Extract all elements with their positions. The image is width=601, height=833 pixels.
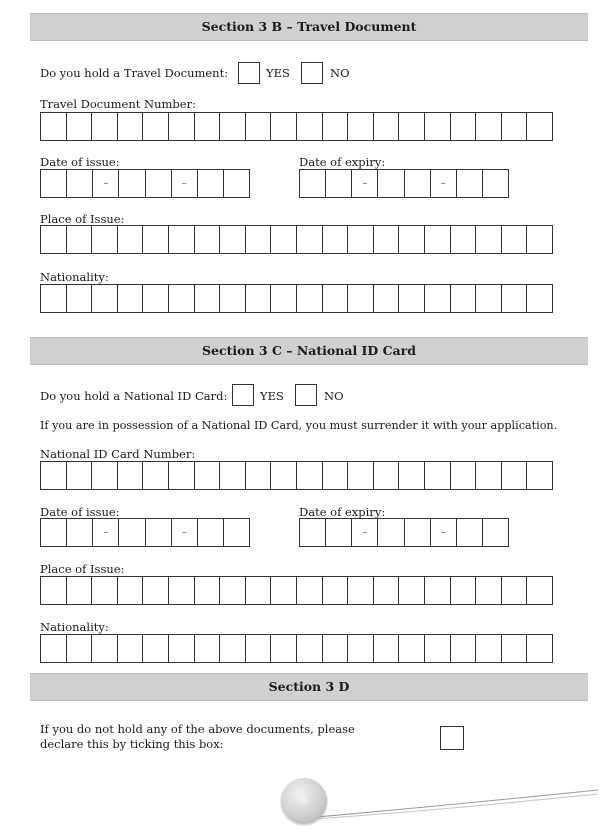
date-separator-cell[interactable]: – (172, 170, 198, 197)
national-id-no-label: NO (324, 389, 344, 403)
travel-doc-expiry-date-label: Date of expiry: (299, 155, 386, 169)
national-id-yes-label: YES (260, 389, 284, 403)
page-number-badge (281, 778, 327, 824)
date-separator-cell[interactable]: – (352, 519, 378, 546)
page-number: 6 (300, 795, 308, 806)
date-separator-cell[interactable]: – (93, 519, 119, 546)
national-id-number-label: National ID Card Number: (40, 447, 196, 461)
travel-doc-issue-date-label: Date of issue: (40, 155, 120, 169)
travel-doc-place-label: Place of Issue: (40, 212, 125, 226)
national-id-place-label: Place of Issue: (40, 562, 125, 576)
travel-doc-number-label: Travel Document Number: (40, 97, 196, 111)
national-id-question: Do you hold a National ID Card: (40, 389, 228, 403)
national-id-expiry-date-label: Date of expiry: (299, 505, 386, 519)
no-documents-declaration: If you do not hold any of the above documents, please declare this by ticking this box: (40, 722, 355, 751)
travel-doc-no-label: NO (330, 66, 350, 80)
section-3b-header: Section 3 B – Travel Document (30, 13, 588, 41)
date-separator-cell[interactable]: – (93, 170, 119, 197)
section-3d-header: Section 3 D (30, 673, 588, 701)
date-separator-cell[interactable]: – (431, 519, 457, 546)
date-separator-cell[interactable]: – (431, 170, 457, 197)
date-separator-cell[interactable]: – (172, 519, 198, 546)
travel-doc-yes-label: YES (266, 66, 290, 80)
section-3c-header: Section 3 C – National ID Card (30, 337, 588, 365)
date-separator-cell[interactable]: – (352, 170, 378, 197)
surrender-note: If you are in possession of a National ID Card, you must surrender it with your application. (40, 419, 558, 432)
travel-doc-question: Do you hold a Travel Document: (40, 66, 229, 80)
national-id-nationality-label: Nationality: (40, 620, 109, 634)
travel-doc-nationality-label: Nationality: (40, 270, 109, 284)
national-id-issue-date-label: Date of issue: (40, 505, 120, 519)
